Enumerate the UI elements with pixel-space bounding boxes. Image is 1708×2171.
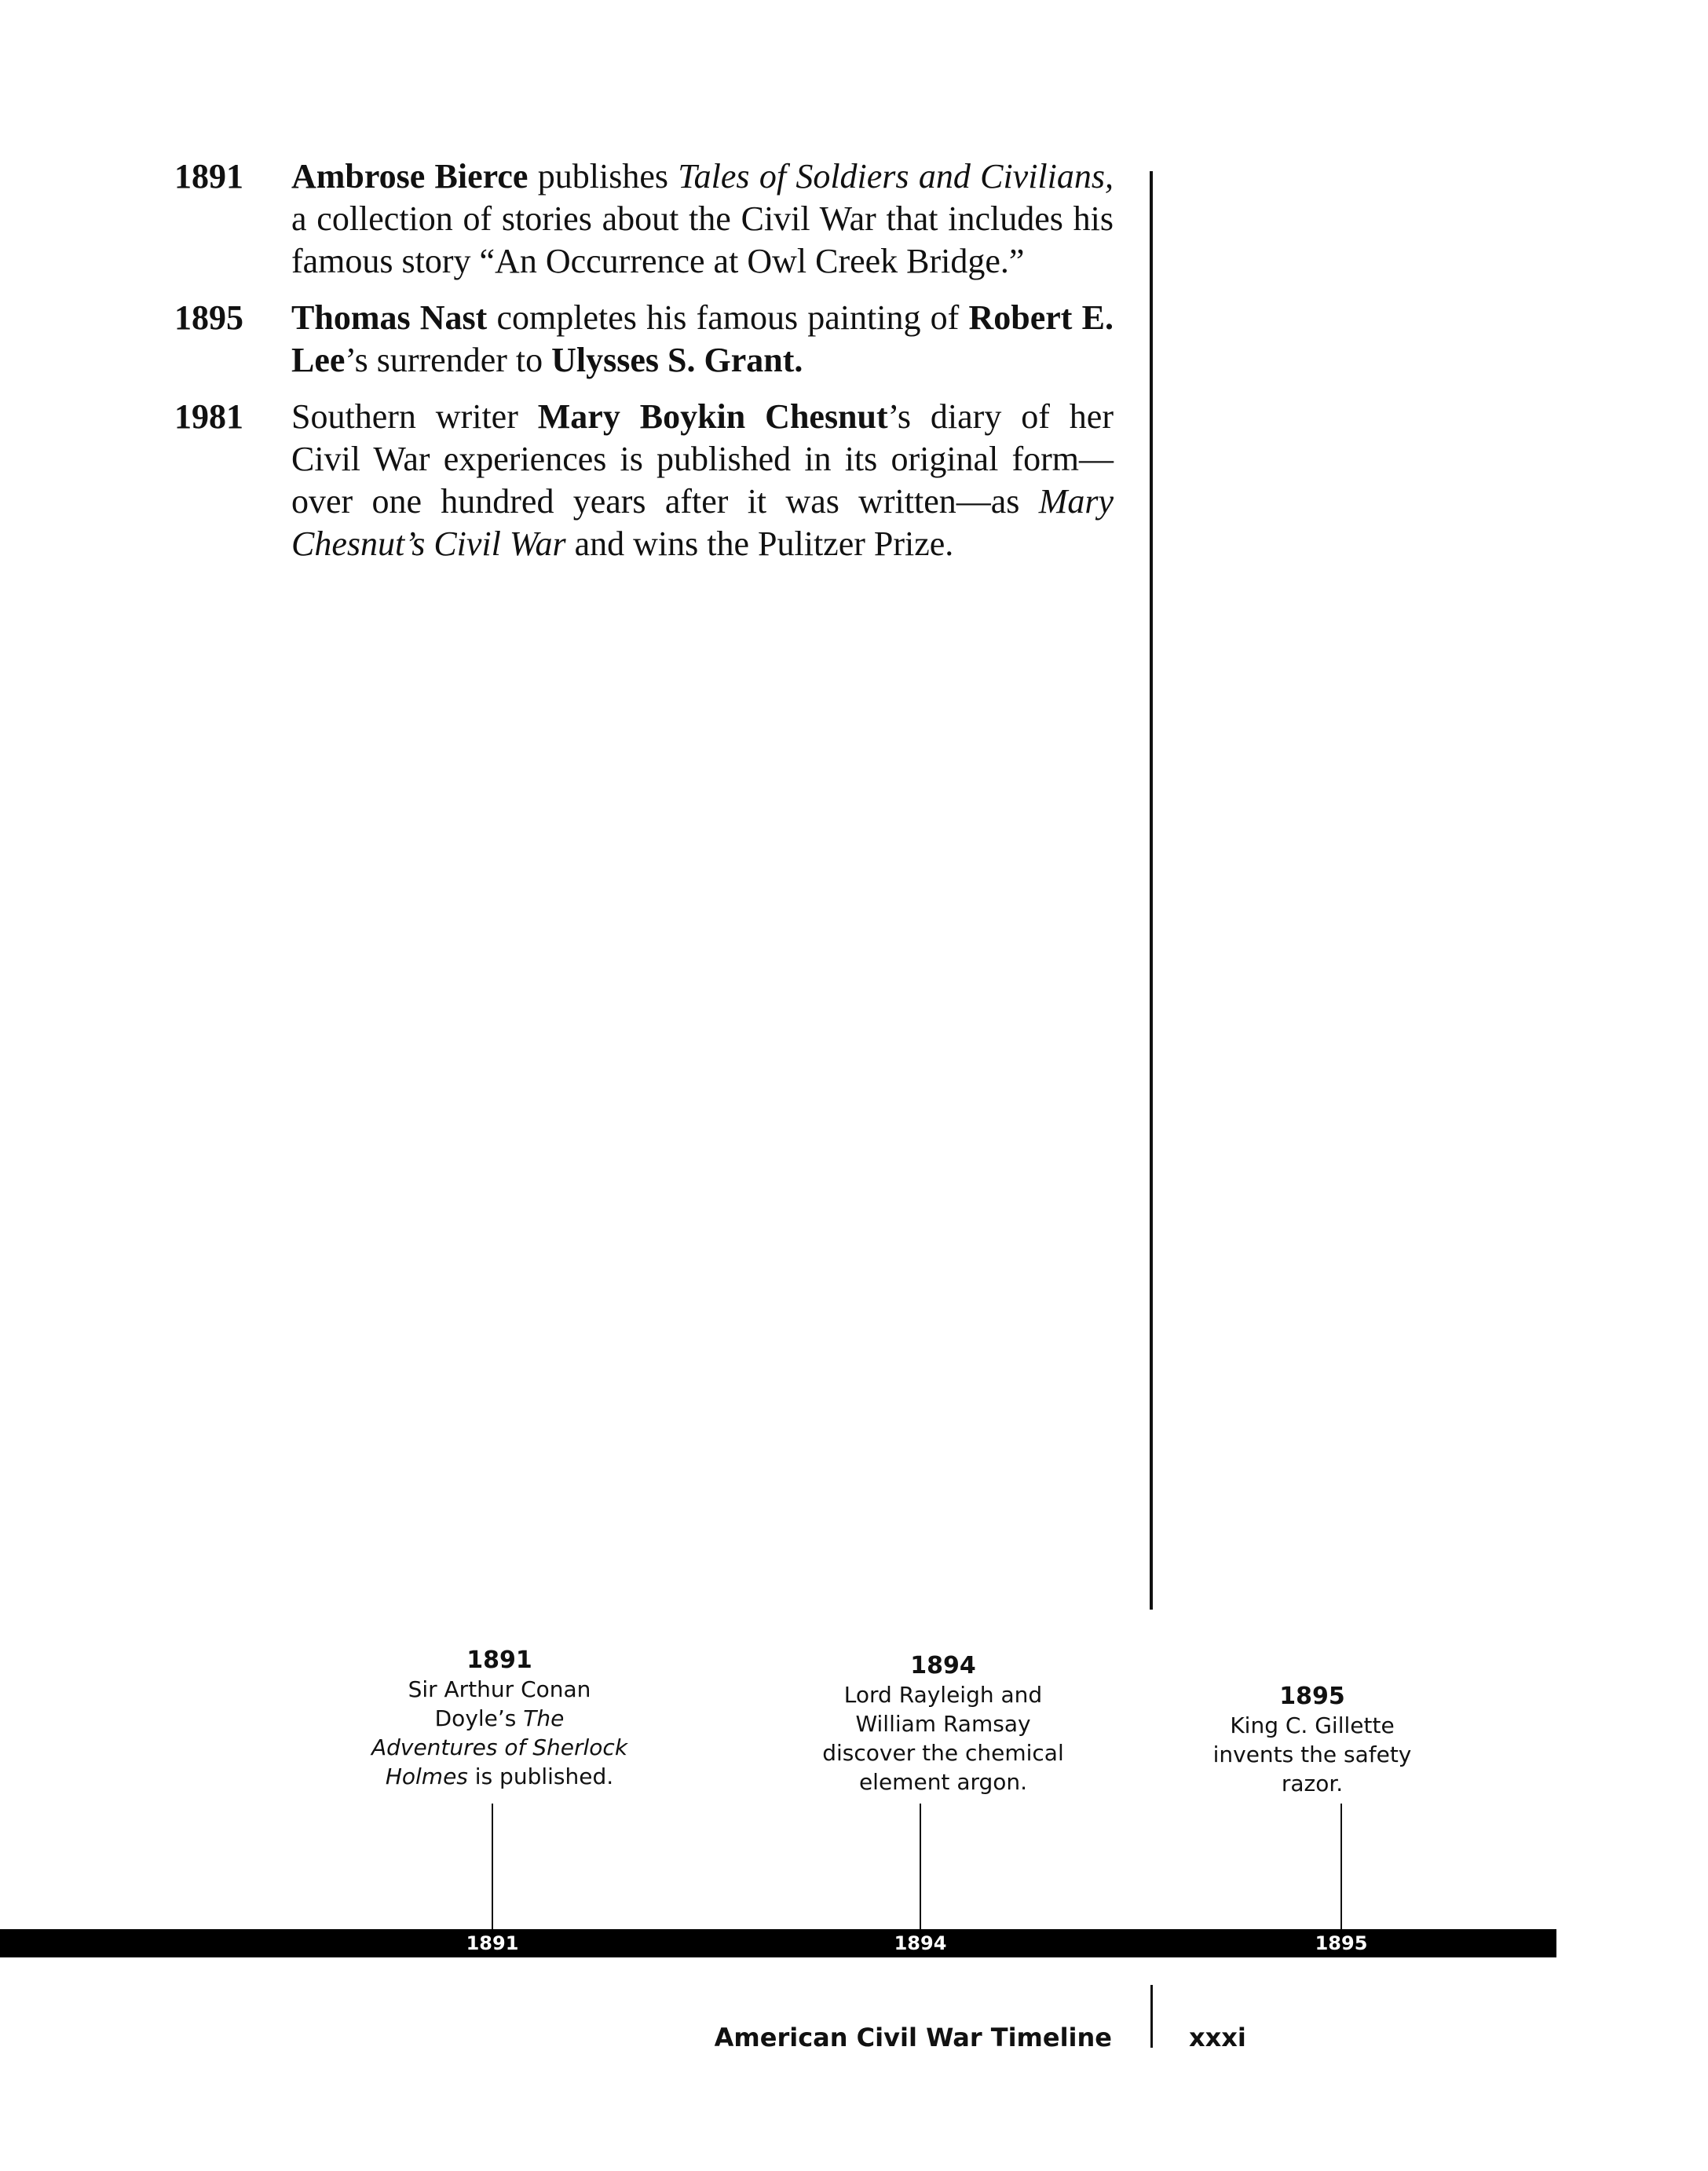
entry-italic: Tales of Soldiers and Civilians, bbox=[678, 157, 1114, 196]
entry-bold: Mary Boykin Chesnut bbox=[537, 397, 888, 436]
vertical-rule bbox=[1150, 171, 1153, 1610]
callout-italic: The Adventures of Sherlock Holmes bbox=[371, 1705, 628, 1789]
callout-text: King C. Gillette invents the safety razor. bbox=[1212, 1712, 1412, 1796]
timeline-bar-label: 1895 bbox=[1315, 1932, 1368, 1954]
entry-plain: Southern writer bbox=[291, 397, 538, 436]
entry bbox=[174, 297, 1114, 382]
entry-plain: completes his famous painting of bbox=[487, 298, 969, 337]
timeline-callout bbox=[814, 1651, 1073, 1796]
timeline-tick bbox=[1340, 1804, 1342, 1929]
callout-text: Sir Arthur Conan Doyle’s bbox=[408, 1676, 591, 1731]
entry-year: 1891 bbox=[174, 157, 243, 196]
entry-plain: publishes bbox=[528, 157, 678, 196]
entry-plain: and wins the Pulitzer Prize. bbox=[565, 524, 954, 563]
entry-bold: Ulysses S. Grant. bbox=[551, 341, 803, 379]
entry-plain: ’s surrender to bbox=[345, 341, 552, 379]
entry-year: 1895 bbox=[174, 298, 243, 337]
entry-plain: ’s diary of her Civil War experiences is published in its original form—over one hundred years after it was written—as bbox=[291, 397, 1114, 521]
timeline-bar-label: 1891 bbox=[466, 1932, 519, 1954]
timeline-bar bbox=[0, 1929, 1556, 1957]
entry-text bbox=[291, 396, 1114, 565]
entry-text bbox=[291, 155, 1114, 283]
timeline-entries bbox=[174, 155, 1114, 579]
running-footer-title: American Civil War Timeline bbox=[714, 2023, 1112, 2052]
entry-bold: Thomas Nast bbox=[291, 298, 488, 337]
entry-plain: a collection of stories about the Civil War that includes his famous story “An Occurrence at Owl Creek Bridge.” bbox=[291, 199, 1114, 280]
callout-text: is published. bbox=[467, 1763, 614, 1789]
entry-italic: Mary Chesnut’s Civil War bbox=[291, 482, 1114, 563]
entry bbox=[174, 396, 1114, 565]
entry-bold: Ambrose Bierce bbox=[291, 157, 528, 196]
callout-year: 1895 bbox=[1279, 1683, 1345, 1710]
entry-year: 1981 bbox=[174, 397, 243, 436]
callout-year: 1891 bbox=[466, 1647, 532, 1674]
footer-divider bbox=[1150, 1985, 1153, 2048]
entry-text bbox=[291, 297, 1114, 382]
entry-bold: Robert E. Lee bbox=[291, 298, 1114, 379]
callout-year: 1894 bbox=[910, 1652, 976, 1679]
page-number: xxxi bbox=[1189, 2023, 1246, 2052]
timeline-bar-label: 1894 bbox=[894, 1932, 947, 1954]
timeline-callout bbox=[1207, 1682, 1417, 1798]
timeline-tick bbox=[920, 1804, 921, 1929]
callout-text: Lord Rayleigh and William Ramsay discover the chemical element argon. bbox=[822, 1682, 1064, 1795]
entry bbox=[174, 155, 1114, 283]
timeline-tick bbox=[492, 1804, 493, 1929]
timeline-callout bbox=[370, 1646, 629, 1791]
